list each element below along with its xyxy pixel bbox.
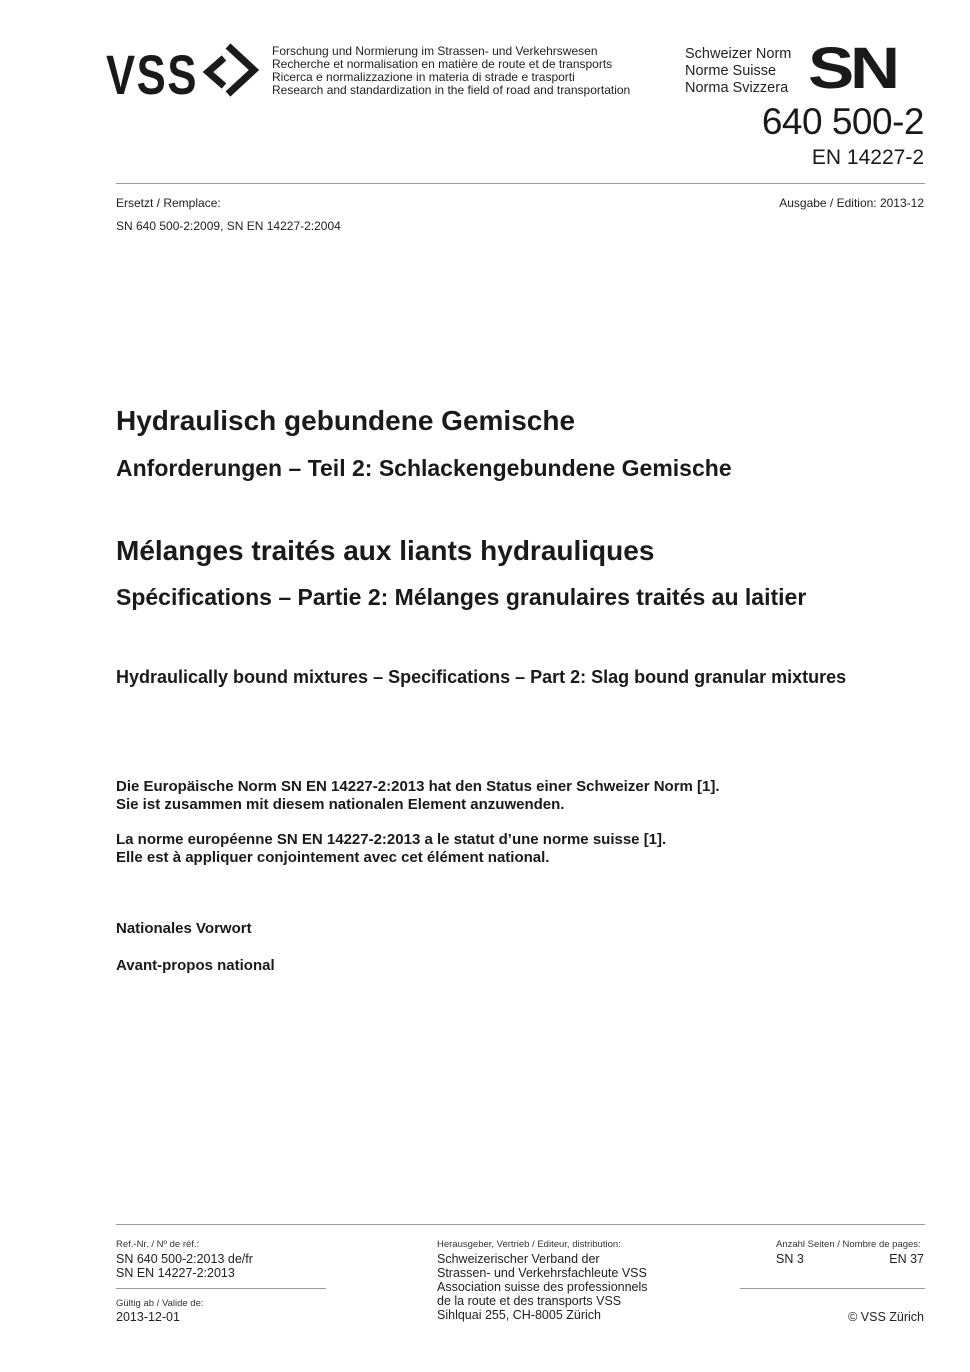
norm-line-fr: Norme Suisse [685, 63, 777, 79]
vss-logo [106, 40, 266, 104]
publisher-line: Association suisse des professionnels [437, 1280, 648, 1294]
valid-date: 2013-12-01 [116, 1310, 180, 1324]
status-statement-german [116, 778, 720, 814]
status-de-line2: Sie ist zusammen mit diesem nationalen Element anzuwenden. [116, 796, 565, 813]
status-statement-french [116, 831, 666, 867]
replaces-label: Ersetzt / Remplace: [116, 196, 221, 210]
en-number: EN 14227-2 [811, 146, 924, 169]
ref-number [116, 1252, 253, 1280]
title-german: Hydraulisch gebundene Gemische [116, 405, 576, 436]
edition-date: Ausgabe / Edition: 2013-12 [779, 196, 924, 210]
org-line-fr: Recherche et normalisation en matière de route et de transports [272, 57, 613, 71]
header-divider [116, 183, 925, 184]
publisher-line: Strassen- und Verkehrsfachleute VSS [437, 1266, 647, 1280]
replaces-value: SN 640 500-2:2009, SN EN 14227-2:2004 [116, 219, 341, 233]
publisher-line: Sihlquai 255, CH-8005 Zürich [437, 1308, 601, 1322]
norm-line-it: Norma Svizzera [685, 80, 789, 96]
norm-languages [685, 46, 791, 97]
svg-text:VSS: VSS [106, 43, 199, 104]
foreword-heading-french: Avant-propos national [116, 957, 275, 974]
status-de-line1: Die Europäische Norm SN EN 14227-2:2013 hat den Status einer Schweizer Norm [1]. [116, 778, 720, 795]
publisher-line: de la route et des transports VSS [437, 1294, 622, 1308]
pages-en: EN 37 [889, 1252, 924, 1266]
valid-label: Gültig ab / Valide de: [116, 1298, 204, 1309]
publisher-line: Schweizerischer Verband der [437, 1252, 600, 1266]
status-fr-line2: Elle est à appliquer conjointement avec cet élément national. [116, 849, 550, 866]
pages-label: Anzahl Seiten / Nombre de pages: [776, 1239, 921, 1250]
footer-divider [116, 1224, 925, 1225]
svg-text:SN: SN [808, 44, 896, 96]
subtitle-german: Anforderungen – Teil 2: Schlackengebundene Gemische [116, 455, 732, 481]
org-description [272, 45, 630, 97]
title-french: Mélanges traités aux liants hydrauliques [116, 535, 655, 566]
status-fr-line1: La norme européenne SN EN 14227-2:2013 a le statut d’une norme suisse [1]. [116, 831, 667, 848]
ref-line-en: SN EN 14227-2:2013 [116, 1266, 235, 1280]
title-english: Hydraulically bound mixtures – Specifications – Part 2: Slag bound granular mixtures [116, 667, 847, 687]
footer-right-divider [740, 1288, 925, 1289]
footer-left-divider [116, 1288, 326, 1289]
document-number: 640 500-2 [761, 101, 924, 142]
ref-label: Ref.-Nr. / Nº de réf.: [116, 1239, 200, 1250]
subtitle-french: Spécifications – Partie 2: Mélanges granulaires traités au laitier [116, 584, 807, 610]
foreword-heading-german: Nationales Vorwort [116, 920, 252, 937]
ref-line-sn: SN 640 500-2:2013 de/fr [116, 1252, 253, 1266]
org-line-it: Ricerca e normalizzazione in materia di strade e trasporti [272, 70, 575, 84]
org-line-de: Forschung und Normierung im Strassen- und Verkehrswesen [272, 44, 598, 58]
sn-logo [808, 44, 926, 96]
pages-sn: SN 3 [776, 1252, 804, 1266]
norm-line-de: Schweizer Norm [685, 46, 792, 62]
publisher-address [437, 1252, 648, 1322]
org-line-en: Research and standardization in the field of road and transportation [272, 83, 631, 97]
publisher-label: Herausgeber, Vertrieb / Editeur, distribution: [437, 1239, 621, 1250]
copyright: © VSS Zürich [848, 1310, 924, 1324]
